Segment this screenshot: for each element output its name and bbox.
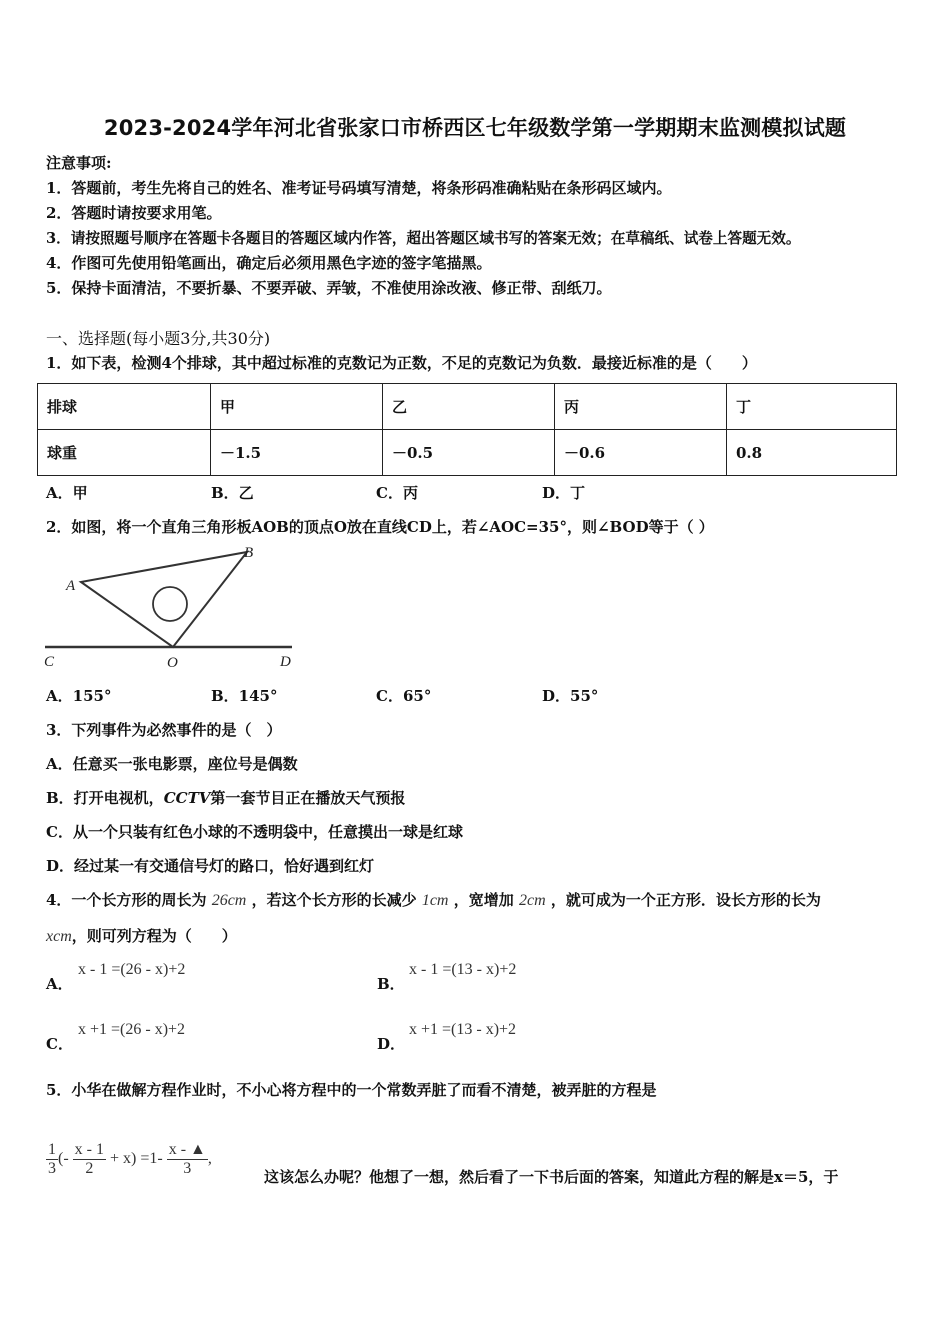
- q1-table: [37, 383, 897, 476]
- q3-option-d: D．经过某一有交通信号灯的路口，恰好遇到红灯: [46, 857, 375, 875]
- table-cell: －0.6: [555, 430, 727, 476]
- q5-equation: [46, 1141, 212, 1178]
- equation-text: ,: [207, 1150, 212, 1168]
- page-title: 2023-2024学年河北省张家口市桥西区七年级数学第一学期期末监测模拟试题: [103, 116, 847, 140]
- q4-length-decrease: 1cm: [421, 892, 449, 909]
- table-cell: 0.8: [727, 430, 897, 476]
- denominator: 3: [183, 1160, 192, 1177]
- q2-option-c: C．65°: [376, 687, 432, 705]
- q4-option-b-equation: x - 1 =(13 - x)+2: [409, 961, 517, 978]
- notice-item-3: 3．请按照题号顺序在答题卡各题目的答题区域内作答，超出答题区域书写的答案无效；在草稿纸、试卷上答题无效。: [46, 230, 801, 247]
- q3-option-c: C．从一个只装有红色小球的不透明袋中，任意摸出一球是红球: [46, 823, 463, 841]
- table-cell: －0.5: [383, 430, 555, 476]
- equation-text: + x) =1-: [109, 1150, 163, 1168]
- q3-stem: 3．下列事件为必然事件的是（ ）: [46, 721, 282, 739]
- q4-text: ，宽增加: [453, 891, 514, 909]
- q5-tail: 这该怎么办呢？他想了一想，然后看了一下书后面的答案，知道此方程的解是x＝5，于: [264, 1168, 839, 1186]
- numerator: x - ▲: [168, 1141, 206, 1158]
- q4-option-a-equation: x - 1 =(26 - x)+2: [78, 961, 186, 978]
- table-cell: 球重: [38, 430, 211, 476]
- denominator: 2: [85, 1160, 94, 1177]
- q1-option-b: B．乙: [211, 484, 254, 502]
- notice-item-5: 5．保持卡面清洁，不要折暴、不要弄破、弄皱，不准使用涂改液、修正带、刮纸刀。: [46, 279, 612, 297]
- q2-option-d: D．55°: [542, 687, 599, 705]
- q4-perimeter: 26cm: [211, 892, 247, 909]
- table-cell: 甲: [211, 384, 383, 430]
- table-cell: 丁: [727, 384, 897, 430]
- notice-item-4: 4．作图可先使用铅笔画出，确定后必须用黑色字迹的签字笔描黑。: [46, 254, 492, 272]
- table-cell: 排球: [38, 384, 211, 430]
- q1-option-c: C．丙: [376, 484, 418, 502]
- q2-option-b: B．145°: [211, 687, 278, 705]
- label-a: A: [66, 578, 76, 594]
- q2-option-a: A．155°: [46, 687, 112, 705]
- numerator: 1: [48, 1141, 56, 1158]
- numerator: x - 1: [74, 1141, 104, 1158]
- fraction: [167, 1141, 208, 1178]
- fraction: [46, 1141, 58, 1178]
- q1-stem: 1．如下表，检测4个排球，其中超过标准的克数记为正数，不足的克数记为负数．最接近标准的是（ ）: [46, 354, 757, 372]
- q5-stem: 5．小华在做解方程作业时，不小心将方程中的一个常数弄脏了而看不清楚，被弄脏的方程是: [46, 1081, 657, 1099]
- label-o: O: [167, 655, 178, 671]
- q4-option-d-label: D．: [377, 1035, 406, 1053]
- triangle-hole: [153, 587, 187, 621]
- q2-triangle-diagram: [40, 540, 300, 675]
- q3-option-b-tail: 第一套节目正在播放天气预报: [210, 789, 406, 807]
- table-cell: －1.5: [211, 430, 383, 476]
- q4-option-a-label: A．: [46, 975, 73, 993]
- q1-option-d: D．丁: [542, 484, 586, 502]
- notice-item-1: 1．答题前，考生先将自己的姓名、准考证号码填写清楚，将条形码准确粘贴在条形码区域内。: [46, 179, 672, 197]
- denominator: 3: [48, 1160, 56, 1177]
- q4-option-c-label: C．: [46, 1035, 73, 1053]
- q4-stem-line1: [46, 889, 821, 910]
- q4-option-d-equation: x +1 =(13 - x)+2: [409, 1021, 517, 1038]
- q4-text: ，则可列方程为（ ）: [71, 927, 237, 945]
- q4-text: ，就可成为一个正方形．设长方形的长为: [550, 891, 821, 909]
- table-row: [38, 430, 897, 476]
- equation-text: (-: [58, 1150, 69, 1168]
- q3-option-b-cctv: CCTV: [163, 789, 211, 807]
- q1-option-a: A．甲: [46, 484, 88, 502]
- label-c: C: [44, 654, 55, 670]
- q4-stem-line2: [46, 925, 237, 946]
- q4-option-c-equation: x +1 =(26 - x)+2: [78, 1021, 186, 1038]
- q4-option-b-label: B．: [377, 975, 405, 993]
- label-b: B: [244, 545, 254, 561]
- q3-option-a: A．任意买一张电影票，座位号是偶数: [46, 755, 298, 773]
- notice-heading: 注意事项:: [46, 154, 112, 172]
- q4-width-increase: 2cm: [518, 892, 546, 909]
- q4-text: ，若这个长方形的长减少: [251, 891, 417, 909]
- table-cell: 丙: [555, 384, 727, 430]
- q4-length-variable: xcm: [46, 928, 72, 945]
- label-d: D: [280, 654, 291, 670]
- q2-stem: 2．如图，将一个直角三角形板AOB的顶点O放在直线CD上，若∠AOC=35°，则∠BOD等于（ ）: [46, 518, 714, 536]
- table-row: [38, 384, 897, 430]
- q3-option-b: [46, 787, 405, 808]
- notice-item-2: 2．答题时请按要求用笔。: [46, 204, 222, 222]
- q3-option-b-text: B．打开电视机，: [46, 789, 164, 807]
- triangle-aob: [81, 552, 247, 647]
- q4-text: 4．一个长方形的周长为: [46, 891, 207, 909]
- table-cell: 乙: [383, 384, 555, 430]
- fraction: [73, 1141, 106, 1178]
- section-heading: 一、选择题(每小题3分,共30分): [46, 329, 271, 348]
